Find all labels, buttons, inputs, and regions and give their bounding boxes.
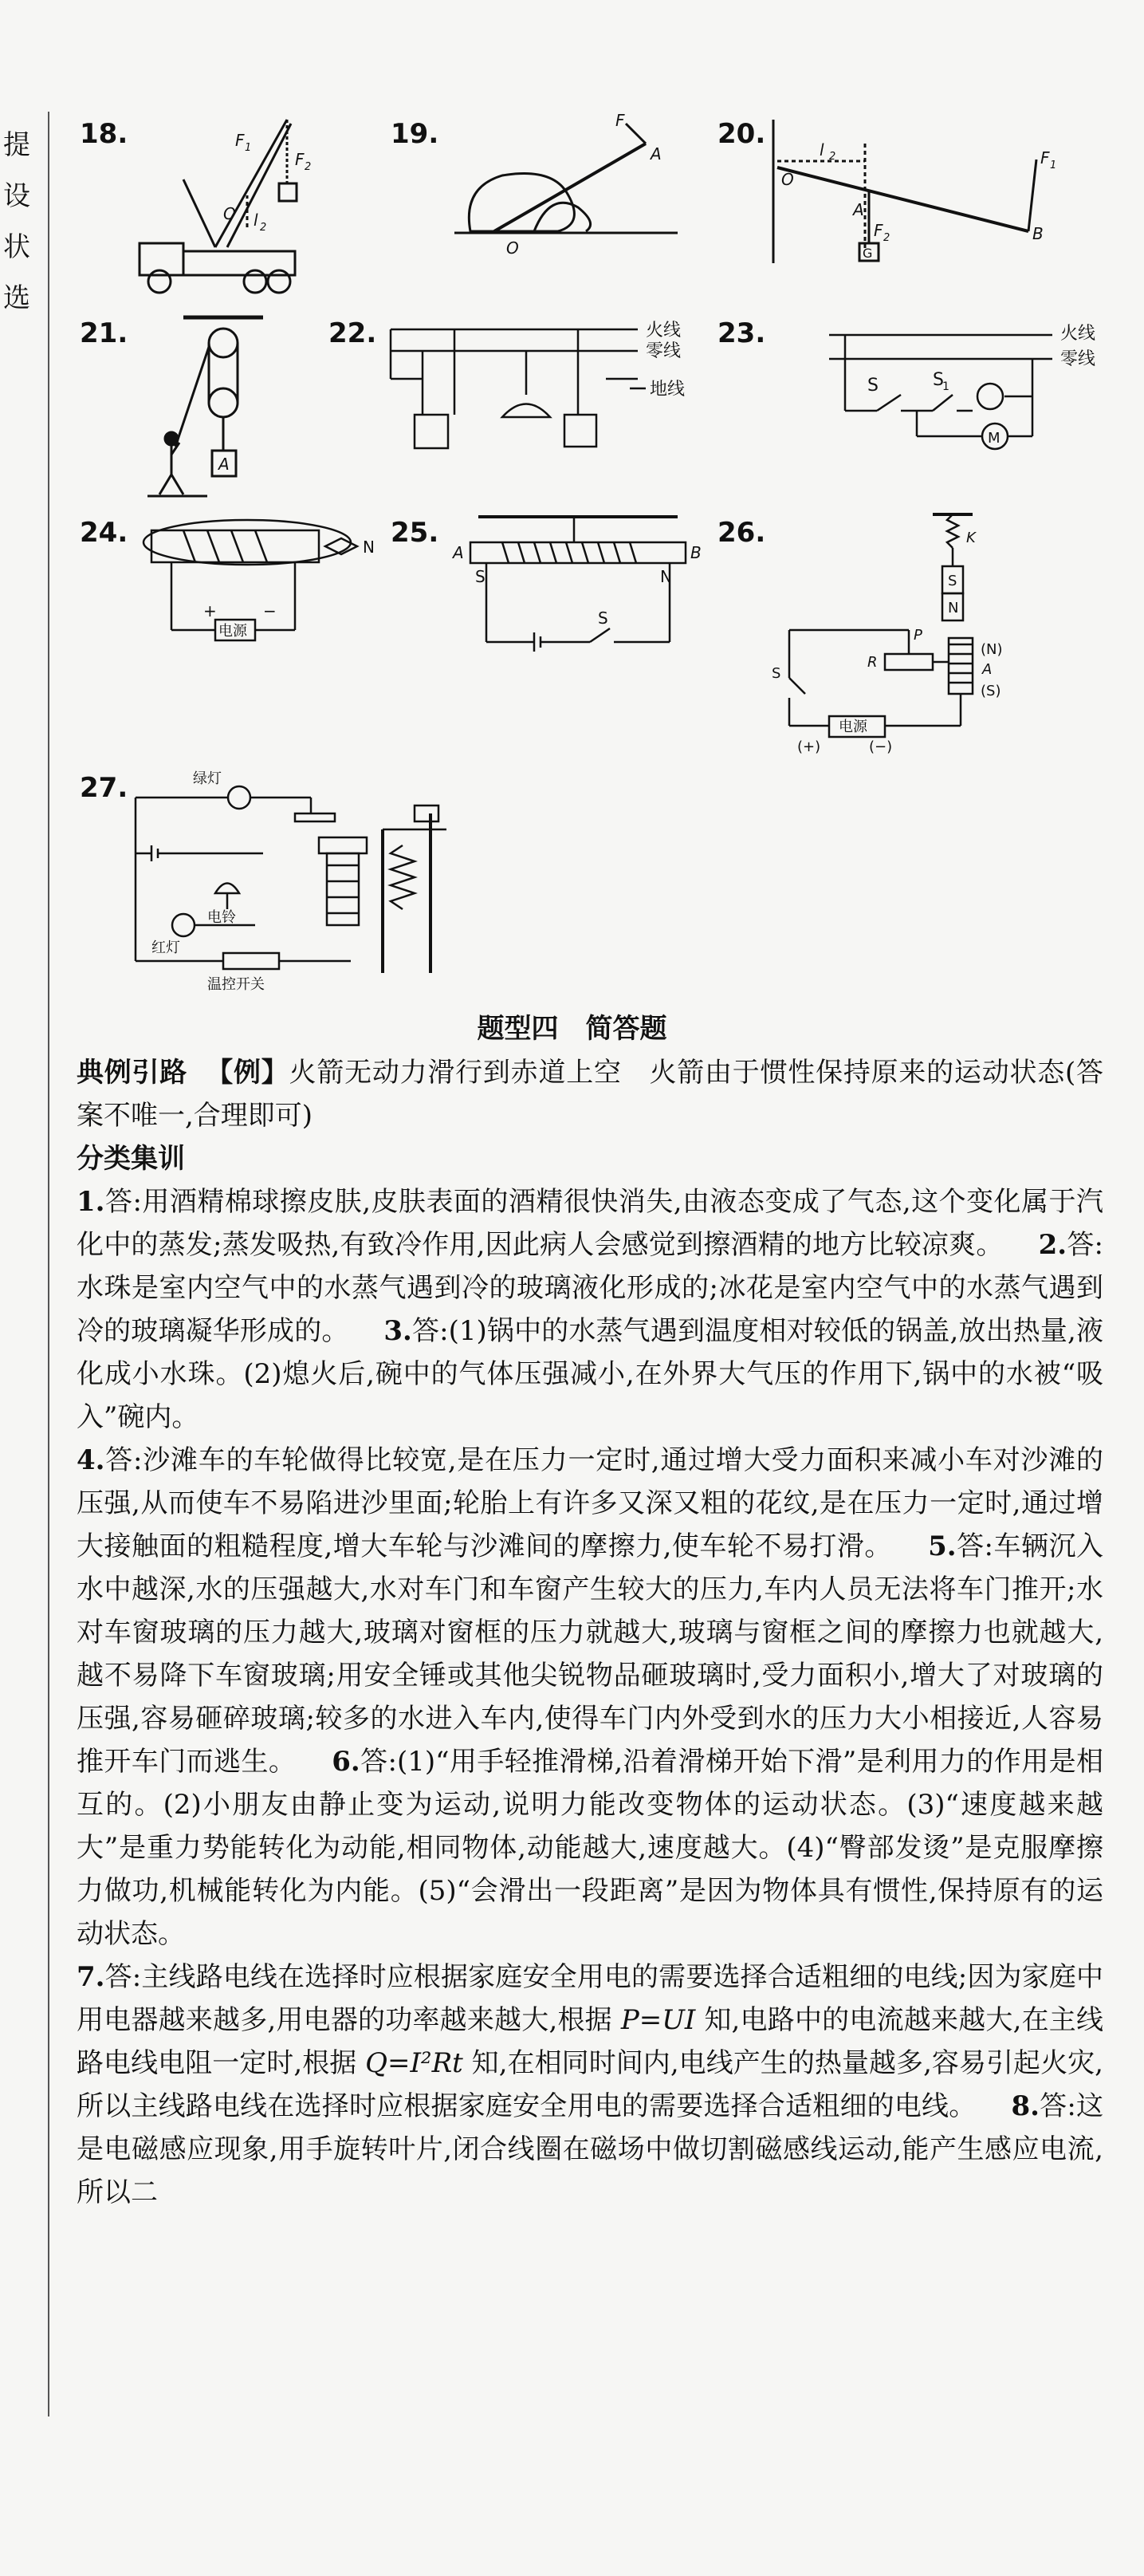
svg-text:A: A xyxy=(651,144,662,163)
armature xyxy=(319,837,367,853)
electromagnet-coil xyxy=(327,853,359,925)
svg-text:S: S xyxy=(598,609,608,628)
wheel xyxy=(148,270,171,293)
svg-text:2: 2 xyxy=(260,222,267,234)
wheel xyxy=(244,270,266,293)
svg-text:S: S xyxy=(933,370,944,390)
switch-s xyxy=(789,678,805,694)
fig-20-bar xyxy=(765,112,1068,271)
svg-text:O: O xyxy=(223,204,236,223)
example-text: 火箭无动力滑行到赤道上空 火箭由于惯性保持原来的运动状态(答案不唯一,合理即可) xyxy=(77,1057,1104,1132)
lamp xyxy=(502,404,550,418)
svg-text:零线: 零线 xyxy=(1060,349,1096,369)
svg-text:N: N xyxy=(363,538,375,557)
f1-arrow xyxy=(1028,160,1036,231)
svg-text:(N): (N) xyxy=(981,641,1003,658)
svg-text:电源: 电源 xyxy=(839,719,867,735)
bell xyxy=(215,884,239,894)
switch-s xyxy=(877,395,901,411)
label: F xyxy=(235,131,245,150)
switch-s1 xyxy=(933,395,953,411)
spring xyxy=(947,514,958,548)
fig-18-crane xyxy=(128,108,311,303)
fig-23-circuit xyxy=(813,315,1116,459)
answer-number: 3. xyxy=(383,1315,412,1347)
fig-22-number: 22. xyxy=(328,317,377,349)
svg-text:1: 1 xyxy=(1050,160,1057,171)
red-lamp xyxy=(172,914,195,936)
svg-text:B: B xyxy=(690,543,702,562)
svg-text:O: O xyxy=(781,170,794,189)
answer-text: 答:沙滩车的车轮做得比较宽,是在压力一定时,通过增大受力面积来减小车对沙滩的压强,从而使车不易陷进沙里面;轮胎上有许多又深又粗的花纹,是在压力一定时,通过增大接触面的粗糙程度,增大车轮与沙滩间的摩擦力,使车轮不易打滑。 xyxy=(77,1444,1103,1562)
answer-text: 答:车辆沉入水中越深,水的压强越大,水对车门和车窗产生较大的压力,车内人员无法将车门推开;水对车窗玻璃的压力越大,玻璃对窗框的压力就越大,玻璃与窗框之间的摩擦力也就越大,越不易降下车窗玻璃;用安全锤或其他尖锐物品砸玻璃时,受力面积小,增大了对玻璃的压强,容易砸碎玻璃;较多的水进入车内,使得车门内外受到水的压力大小相接近,人容易推开车门而逃生。 xyxy=(77,1530,1103,1778)
formula-heat: Q=I²Rt xyxy=(365,2047,463,2079)
svg-text:F: F xyxy=(874,221,883,240)
svg-text:S: S xyxy=(475,567,486,586)
svg-text:F: F xyxy=(615,112,625,130)
svg-text:(S): (S) xyxy=(981,683,1001,699)
svg-text:A: A xyxy=(982,661,993,678)
pivot xyxy=(415,805,438,821)
person-head xyxy=(165,432,178,445)
answer-text: 答:(1)“用手轻推滑梯,沿着滑梯开始下滑”是利用力的作用是相互的。(2)小朋友由静止变为运动,说明力能改变物体的运动状态。(3)“速度越来越大”是重力势能转化为动能,相同物体,动能越大,速度越大。(4)“臀部发烫”是克服摩擦力做功,机械能转化为内能。(5)“会滑出一段距离”是因为物体具有惯性,保持原有的运动状态。 xyxy=(77,1746,1104,1950)
svg-text:地线: 地线 xyxy=(650,380,686,400)
fig-25-number: 25. xyxy=(391,517,439,549)
fulcrum-stone xyxy=(534,203,591,231)
svg-text:F: F xyxy=(1040,148,1050,167)
answer-number: 7. xyxy=(77,1961,105,1993)
svg-text:绿灯: 绿灯 xyxy=(193,770,222,787)
green-lamp xyxy=(228,786,250,809)
coil-turns xyxy=(949,644,973,683)
example-head: 典例引路 xyxy=(77,1057,188,1089)
svg-text:电源: 电源 xyxy=(218,623,247,640)
svg-text:(+): (+) xyxy=(797,739,821,755)
answer-number: 5. xyxy=(928,1530,957,1562)
answer-number: 1. xyxy=(77,1186,105,1218)
svg-text:(−): (−) xyxy=(869,739,893,755)
fig-26-number: 26. xyxy=(717,517,766,549)
svg-text:温控开关: 温控开关 xyxy=(207,976,265,993)
svg-text:A: A xyxy=(453,543,464,562)
wheel xyxy=(268,270,290,293)
svg-text:N: N xyxy=(660,567,672,586)
svg-text:红灯: 红灯 xyxy=(151,939,180,956)
fig-22-wiring xyxy=(375,315,717,459)
fixed-pulley xyxy=(209,329,238,357)
formula-power: P=UI xyxy=(620,2004,696,2036)
svg-text:M: M xyxy=(988,430,1001,447)
fig-18-number: 18. xyxy=(80,118,128,150)
switch xyxy=(564,415,596,447)
answer-text: 答:水珠是室内空气中的水蒸气遇到冷的玻璃液化形成的;冰花是室内空气中的水蒸气遇到冷的玻璃凝华形成的。 xyxy=(77,1229,1103,1347)
margin-char: 选 xyxy=(3,282,30,314)
svg-text:A: A xyxy=(853,200,864,219)
answer-text: 答:这是电磁感应现象,用手旋转叶片,闭合线圈在磁场中做切割磁感线运动,能产生感应电流,所以二 xyxy=(77,2090,1103,2208)
margin-char: 状 xyxy=(3,231,30,263)
coil-turns xyxy=(502,542,636,563)
answers-7-8 xyxy=(77,1956,1103,2214)
svg-text:F: F xyxy=(295,150,305,169)
svg-text:1: 1 xyxy=(942,380,949,393)
answers-1-3 xyxy=(77,1180,1103,1439)
contact xyxy=(295,813,335,821)
crane-boom xyxy=(215,120,287,247)
svg-text:−: − xyxy=(263,601,277,620)
fig-21-pulley xyxy=(143,311,287,502)
margin-char: 设 xyxy=(3,180,30,212)
switch-s xyxy=(590,628,610,642)
svg-text:G: G xyxy=(863,246,873,261)
answer-text: 答:主线路电线在选择时应根据家庭安全用电的需要选择合适粗细的电线;因为家庭中用电器越来越多,用电器的功率越来越大,根据 xyxy=(77,1961,1103,2036)
svg-text:S: S xyxy=(772,665,781,682)
svg-text:B: B xyxy=(1032,224,1044,243)
iron-core xyxy=(151,530,319,562)
answer-number: 2. xyxy=(1038,1229,1067,1261)
example-tag: 【例】 xyxy=(206,1057,289,1089)
lever-bar xyxy=(494,144,646,231)
fig-21-number: 21. xyxy=(80,317,128,349)
spring xyxy=(391,845,415,909)
answer-number: 4. xyxy=(77,1444,105,1476)
margin-char: 提 xyxy=(3,129,30,161)
svg-text:O: O xyxy=(506,238,519,258)
svg-text:N: N xyxy=(948,600,959,616)
brace xyxy=(183,179,215,247)
thermo-switch xyxy=(223,953,279,969)
fig-24-solenoid xyxy=(136,506,399,666)
svg-text:S: S xyxy=(948,573,957,589)
answer-number: 6. xyxy=(332,1746,360,1778)
svg-text:l: l xyxy=(254,211,258,230)
answer-text: 知,在相同时间内,电线产生的热量越多,容易引起火灾,所以主线路电线在选择时应根据家庭安全用电的需要选择合适粗细的电线。 xyxy=(77,2047,1103,2122)
svg-text:l: l xyxy=(820,140,824,160)
fig-27-number: 27. xyxy=(80,772,128,804)
svg-text:K: K xyxy=(966,530,976,546)
fig-25-electromagnet xyxy=(446,510,702,654)
lamp xyxy=(977,384,1003,409)
answer-body xyxy=(77,1051,1103,2214)
moving-pulley xyxy=(209,388,238,417)
answer-number: 8. xyxy=(1011,2090,1040,2122)
fig-26-circuit xyxy=(765,510,1036,758)
coil xyxy=(949,638,973,694)
socket xyxy=(415,415,448,448)
svg-text:2: 2 xyxy=(829,151,836,163)
svg-text:零线: 零线 xyxy=(646,341,682,361)
fig-20-number: 20. xyxy=(717,118,766,150)
load-box xyxy=(279,183,297,201)
answer-text: 知,电路中的电流越来越大,在主线路电线电阻一定时,根据 xyxy=(77,2004,1104,2079)
answer-text: 答:(1)锅中的水蒸气遇到温度相对较低的锅盖,放出热量,液化成小水珠。(2)熄火后,碗中的气体压强减小,在外界大气压的作用下,锅中的水被“吸入”碗内。 xyxy=(77,1315,1104,1433)
section-title: 题型四 简答题 xyxy=(477,1013,667,1045)
fig-27-alarm xyxy=(128,766,502,997)
svg-text:电铃: 电铃 xyxy=(207,909,236,926)
fig-24-number: 24. xyxy=(80,517,128,549)
svg-text:1: 1 xyxy=(245,142,252,154)
svg-text:S: S xyxy=(867,376,879,396)
bar xyxy=(777,167,1028,231)
answers-4-6 xyxy=(77,1439,1103,1956)
svg-text:2: 2 xyxy=(305,161,311,173)
force-arrow xyxy=(626,124,646,144)
collection-head: 分类集训 xyxy=(77,1143,185,1175)
figure-area xyxy=(0,0,1144,997)
svg-text:A: A xyxy=(218,455,230,474)
answer-text: 答:用酒精棉球擦皮肤,皮肤表面的酒精很快消失,由液态变成了气态,这个变化属于汽化中的蒸发;蒸发吸热,有致冷作用,因此病人会感觉到擦酒精的地方比较凉爽。 xyxy=(77,1186,1103,1261)
svg-text:火线: 火线 xyxy=(1060,324,1096,344)
svg-text:火线: 火线 xyxy=(646,321,682,341)
rheostat-r xyxy=(885,654,933,670)
svg-text:2: 2 xyxy=(883,232,890,244)
example-paragraph xyxy=(77,1051,1103,1137)
coil-turns xyxy=(183,530,267,562)
svg-text:+: + xyxy=(203,601,217,620)
svg-text:P: P xyxy=(914,627,922,644)
svg-text:R: R xyxy=(867,654,878,671)
fig-19-lever xyxy=(446,112,686,263)
fig-23-number: 23. xyxy=(717,317,766,349)
fig-19-number: 19. xyxy=(391,118,439,150)
rope xyxy=(175,347,209,447)
